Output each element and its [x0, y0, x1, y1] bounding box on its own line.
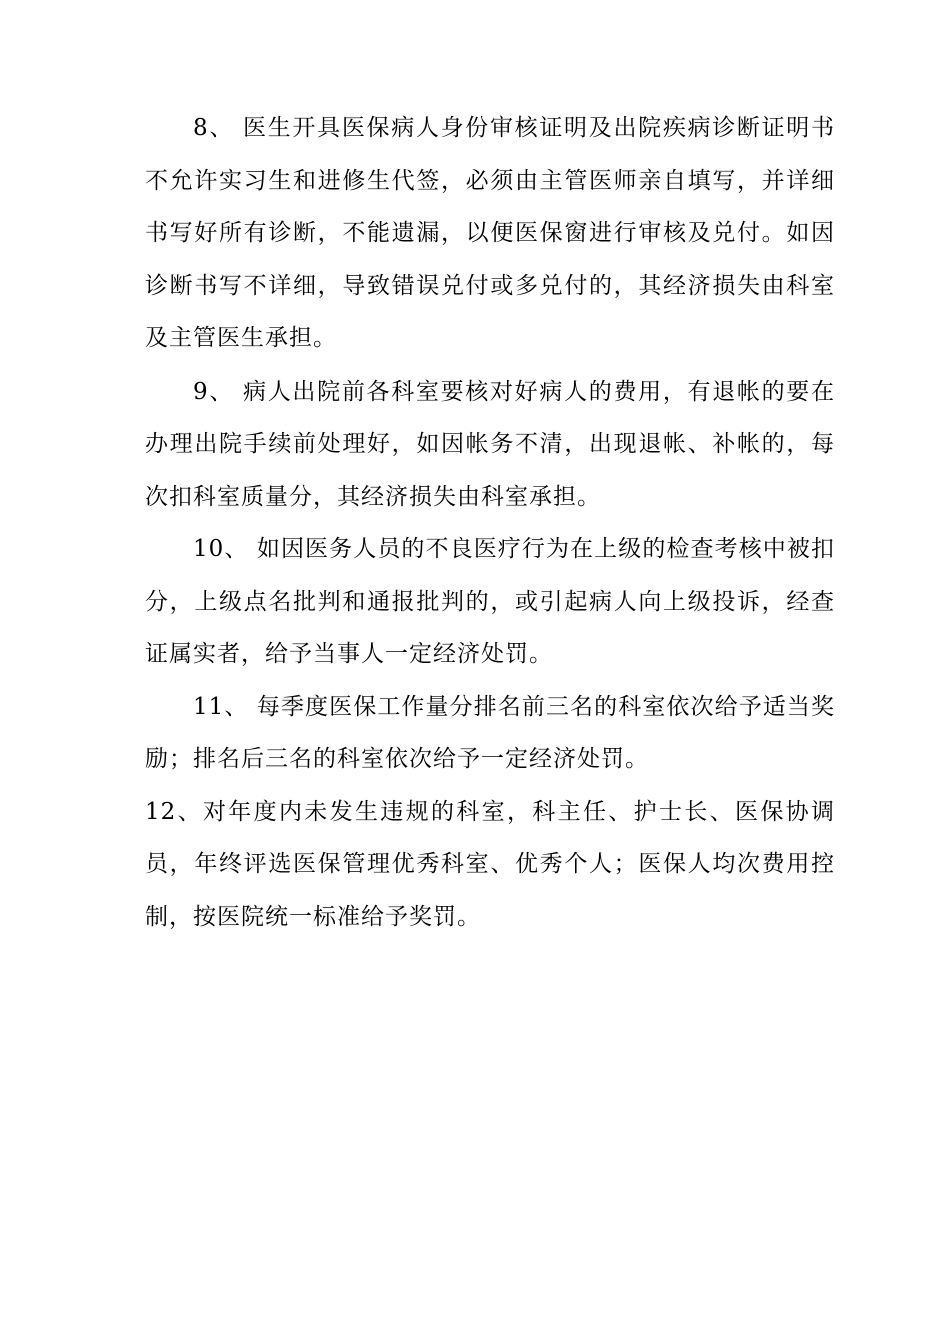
- paragraph-11: [145, 681, 835, 786]
- paragraph-number: 10、: [193, 536, 249, 562]
- paragraph-number: 12、: [145, 798, 203, 825]
- paragraph-number: 9、: [193, 378, 235, 405]
- paragraph-8: [145, 102, 835, 365]
- paragraph-text: 每季度医保工作量分排名前三名的科室依次给予适当奖励；排名后三名的科室依次给予一定经济处罚。: [145, 693, 835, 772]
- paragraph-text: 如因医务人员的不良医疗行为在上级的检查考核中被扣分，上级点名批判和通报批判的，或引起病人向上级投诉，经查证属实者，给予当事人一定经济处罚。: [145, 536, 835, 667]
- paragraph-text: 医生开具医保病人身份审核证明及出院疾病诊断证明书不允许实习生和进修生代签，必须由主管医师亲自填写，并详细书写好所有诊断，不能遗漏，以便医保窗进行审核及兑付。如因诊断书写不详细，导致错误兑付或多兑付的，其经济损失由科室及主管医生承担。: [145, 115, 836, 351]
- paragraph-10: [145, 523, 835, 681]
- paragraph-9: [145, 366, 835, 524]
- paragraph-text: 病人出院前各科室要核对好病人的费用，有退帐的要在办理出院手续前处理好，如因帐务不清，出现退帐、补帐的，每次扣科室质量分，其经济损失由科室承担。: [145, 378, 836, 510]
- paragraph-12: [145, 786, 835, 944]
- document-body: [145, 102, 835, 943]
- paragraph-number: 11、: [193, 693, 249, 720]
- paragraph-text: 对年度内未发生违规的科室，科主任、护士长、医保协调员，年终评选医保管理优秀科室、优秀个人；医保人均次费用控制，按医院统一标准给予奖罚。: [145, 798, 835, 930]
- paragraph-number: 8、: [193, 115, 235, 141]
